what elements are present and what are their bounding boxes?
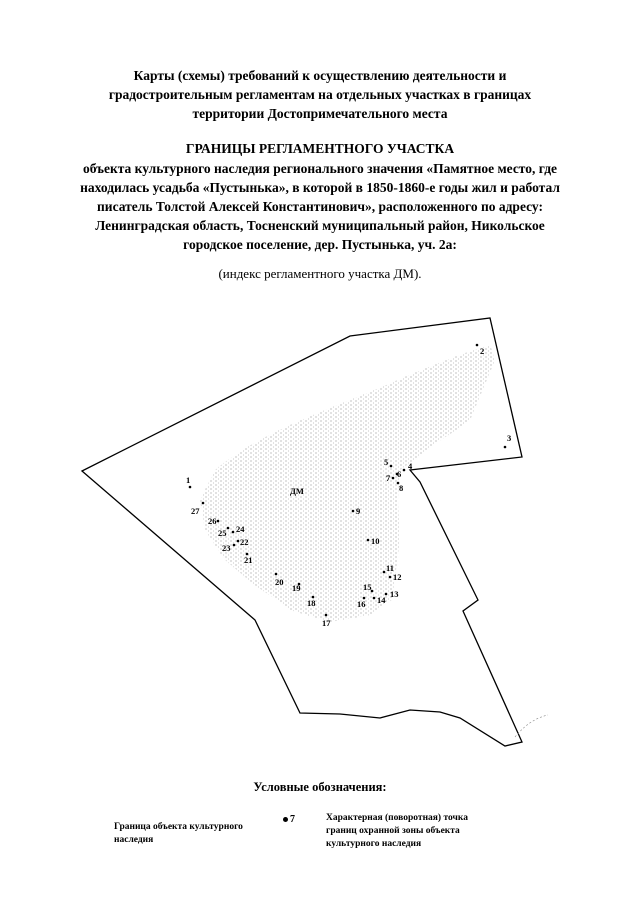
point-label: 23 (222, 543, 231, 553)
legend-marker-number: 7 (290, 814, 295, 825)
map-point (233, 544, 236, 547)
point-label: 16 (357, 599, 366, 609)
point-label: 12 (393, 572, 402, 582)
address-line: находилась усадьба «Пустынька», в которой в 1850-1860-е годы жил и работал (80, 180, 560, 195)
address-line: писатель Толстой Алексей Константинович», расположенного по адресу: (97, 199, 543, 214)
legend-boundary-label (114, 821, 284, 847)
section-title: ГРАНИЦЫ РЕГЛАМЕНТНОГО УЧАСТКА (185, 141, 455, 156)
map-point (189, 486, 192, 489)
map-point (325, 614, 328, 617)
legend-line: культурного наследия (326, 839, 422, 849)
point-label: 22 (240, 537, 249, 547)
map-point (202, 502, 205, 505)
point-label: 6 (397, 469, 402, 479)
address-line: объекта культурного наследия регионального значения «Памятное место, где (82, 161, 558, 176)
point-label: 21 (244, 555, 253, 565)
map-point (390, 465, 393, 468)
point-label: 15 (363, 582, 372, 592)
map-point (227, 527, 230, 530)
point-label: 2 (480, 346, 485, 356)
title-line: территории Достопримечательного места (192, 106, 448, 121)
point-label: 27 (191, 506, 200, 516)
map-point (352, 510, 355, 513)
regulation-zone-area (200, 345, 495, 622)
point-label: 24 (236, 524, 245, 534)
map-point (237, 540, 240, 543)
map-point (383, 571, 386, 574)
point-label: 9 (356, 506, 361, 516)
map-point (373, 597, 376, 600)
legend-line: Характерная (поворотная) точка (326, 813, 468, 823)
legend-point-marker (283, 814, 295, 825)
map-point (403, 469, 406, 472)
point-label: 17 (322, 618, 331, 628)
title-line: Карты (схемы) требований к осуществлению деятельности и (133, 68, 507, 83)
point-label: 13 (390, 589, 399, 599)
point-label: 4 (408, 461, 413, 471)
map-point (389, 576, 392, 579)
map-point (392, 477, 395, 480)
map-point (504, 446, 507, 449)
point-label: 3 (507, 433, 512, 443)
legend-line: границ охранной зоны объекта (326, 826, 460, 836)
point-label: 8 (399, 483, 404, 493)
legend-point-label (326, 812, 476, 851)
point-label: 7 (386, 473, 391, 483)
legend-line: Граница объекта культурного (114, 822, 243, 832)
address-line: городское поселение, дер. Пустынька, уч. 2а: (183, 237, 457, 252)
point-marker-icon (283, 817, 288, 822)
map-point (367, 539, 370, 542)
point-label: 14 (377, 595, 386, 605)
point-label: 25 (218, 528, 227, 538)
zone-label: ДМ (290, 486, 304, 496)
point-label: 1 (186, 475, 191, 485)
map-point (217, 520, 220, 523)
point-label: 11 (386, 563, 395, 573)
point-label: 18 (307, 598, 316, 608)
map-point (275, 573, 278, 576)
legend-line: наследия (114, 835, 154, 845)
map-point (476, 344, 479, 347)
point-label: 10 (371, 536, 380, 546)
point-label: 20 (275, 577, 284, 587)
map-point (232, 531, 235, 534)
point-label: 5 (384, 457, 389, 467)
title-line: градостроительным регламентам на отдельных участках в границах (108, 87, 532, 102)
point-label: 26 (208, 516, 217, 526)
point-label: 19 (292, 583, 301, 593)
legend-title: Условные обозначения: (253, 780, 387, 794)
outline-stroke (515, 715, 548, 737)
address-line: Ленинградская область, Тосненский муниципальный район, Никольское (95, 218, 545, 233)
index-note: (индекс регламентного участка ДМ). (218, 266, 422, 281)
